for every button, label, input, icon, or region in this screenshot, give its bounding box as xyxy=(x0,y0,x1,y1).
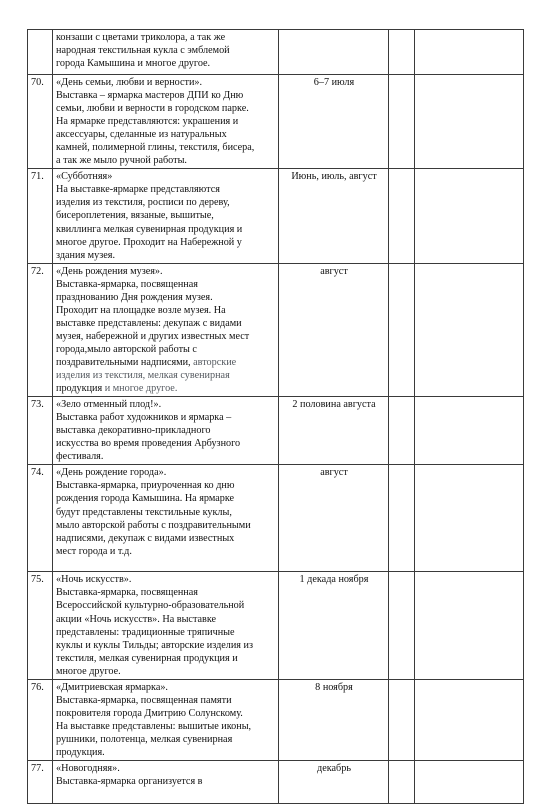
empty-cell xyxy=(389,30,415,75)
event-date xyxy=(279,30,389,75)
description-line: «Ночь искусств». xyxy=(56,574,132,586)
description-line: Проходит на площадке возле музея. На xyxy=(56,304,226,316)
description-line: «Новогодняя». xyxy=(56,763,120,775)
description-line: города,мыло авторской работы с xyxy=(56,343,197,355)
event-date: 1 декада ноября xyxy=(279,572,389,679)
description-line: музея, набережной и других известных мест xyxy=(56,330,250,342)
description-line: рождения города Камышина. На ярмарке xyxy=(56,493,235,505)
empty-cell xyxy=(415,572,524,679)
event-date: декабрь xyxy=(279,761,389,804)
description-line: города Камышина и многое другое. xyxy=(56,58,211,70)
event-description xyxy=(53,679,279,760)
description-line: представлены: традиционные тряпичные xyxy=(56,626,235,638)
row-number: 76. xyxy=(28,679,53,760)
empty-cell xyxy=(389,465,415,572)
description-line: многое другое. Проходит на Набережной у xyxy=(56,236,242,248)
description-line: «Дмитриевская ярмарка». xyxy=(56,681,168,693)
row-number: 77. xyxy=(28,761,53,804)
description-line: продукция. xyxy=(56,746,105,758)
empty-cell xyxy=(415,169,524,263)
event-description xyxy=(53,572,279,679)
description-line: Выставка-ярмарка, посвященная памяти xyxy=(56,694,232,706)
description-line: текстиля, мелкая сувенирная продукция и xyxy=(56,652,238,664)
table-row xyxy=(28,30,524,75)
empty-cell xyxy=(415,465,524,572)
empty-cell xyxy=(389,761,415,804)
row-number: 70. xyxy=(28,75,53,169)
event-date: август xyxy=(279,263,389,396)
table-row xyxy=(28,679,524,760)
empty-cell xyxy=(389,679,415,760)
table-row xyxy=(28,75,524,169)
description-line: мест города и т.д. xyxy=(56,545,132,557)
row-number: 72. xyxy=(28,263,53,396)
empty-cell xyxy=(389,75,415,169)
description-line: Всероссийской культурно-образовательной xyxy=(56,600,245,612)
row-number: 71. xyxy=(28,169,53,263)
description-line: изделия из текстиля, мелкая сувенирная xyxy=(56,370,230,382)
empty-cell xyxy=(389,572,415,679)
event-date: 8 ноября xyxy=(279,679,389,760)
description-line: покровителя города Дмитрию Солунскому. xyxy=(56,707,243,719)
empty-cell xyxy=(389,397,415,465)
events-table xyxy=(27,29,524,804)
description-line: «Зело отменный плод!». xyxy=(56,399,162,411)
table-row xyxy=(28,263,524,396)
description-line: празднованию Дня рождения музея. xyxy=(56,291,213,303)
table-row xyxy=(28,761,524,804)
description-line: Выставка-ярмарка, приуроченная ко дню xyxy=(56,480,235,492)
description-line: поздравительными надписями, авторские xyxy=(56,356,237,368)
empty-cell xyxy=(415,30,524,75)
description-line: «День рождение города». xyxy=(56,467,167,479)
description-line: «День рождения музея». xyxy=(56,265,163,277)
description-line: Выставка работ художников и ярмарка – xyxy=(56,412,232,424)
empty-cell xyxy=(389,169,415,263)
description-line: мыло авторской работы с поздравительными xyxy=(56,519,251,531)
description-line: Выставка – ярмарка мастеров ДПИ ко Дню xyxy=(56,90,244,102)
description-line: выставка декоративно-прикладного xyxy=(56,425,211,437)
event-description xyxy=(53,263,279,396)
description-line: конзаши с цветами триколора, а так же xyxy=(56,32,226,43)
description-line: продукция и многое другое. xyxy=(56,383,178,395)
table-row xyxy=(28,397,524,465)
row-number: 73. xyxy=(28,397,53,465)
event-description xyxy=(53,75,279,169)
description-line: На ярмарке представляются: украшения и xyxy=(56,116,239,128)
description-line: «Субботняя» xyxy=(56,171,113,183)
description-line: «День семьи, любви и верности». xyxy=(56,77,203,88)
description-line: На выставке представлены: вышитые иконы, xyxy=(56,720,252,732)
table-row xyxy=(28,465,524,572)
row-number xyxy=(28,30,53,75)
description-line: выставке представлены: декупаж с видами xyxy=(56,317,242,329)
description-line: семьи, любви и верности в городском парке. xyxy=(56,103,249,115)
event-description xyxy=(53,761,279,804)
empty-cell xyxy=(415,75,524,169)
table-row xyxy=(28,572,524,679)
description-line: бисероплетения, вязаные, вышитые, xyxy=(56,210,214,222)
description-line: многое другое. xyxy=(56,665,121,677)
description-line: искусства во время проведения Арбузного xyxy=(56,438,241,450)
description-line: народная текстильная кукла с эмблемой xyxy=(56,45,230,57)
empty-cell xyxy=(389,263,415,396)
description-line: Выставка-ярмарка, посвященная xyxy=(56,278,198,290)
event-date: 2 половина августа xyxy=(279,397,389,465)
description-line: На выставке-ярмарке представляются xyxy=(56,184,220,196)
empty-cell xyxy=(415,263,524,396)
description-line: будут представлены текстильные куклы, xyxy=(56,506,232,518)
event-description xyxy=(53,169,279,263)
description-line: изделия из текстиля, росписи по дереву, xyxy=(56,197,230,209)
description-line: а так же мыло ручной работы. xyxy=(56,155,187,167)
event-description xyxy=(53,30,279,75)
table-row xyxy=(28,169,524,263)
events-table-body xyxy=(28,30,524,804)
description-line: здания музея. xyxy=(56,249,116,261)
description-line: акции «Ночь искусств». На выставке xyxy=(56,613,217,625)
event-description xyxy=(53,465,279,572)
description-line: куклы и куклы Тильды; авторские изделия из xyxy=(56,639,254,651)
description-line: фестиваля. xyxy=(56,451,104,463)
event-description xyxy=(53,397,279,465)
description-line: аксессуары, сделанные из натуральных xyxy=(56,129,227,141)
event-date: 6–7 июля xyxy=(279,75,389,169)
event-date: август xyxy=(279,465,389,572)
description-line: Выставка-ярмарка, посвященная xyxy=(56,587,198,599)
description-line: Выставка-ярмарка организуется в xyxy=(56,776,203,788)
description-line: камней, полимерной глины, текстиля, бисера, xyxy=(56,142,255,154)
empty-cell xyxy=(415,761,524,804)
description-line: надписями, декупаж с видами известных xyxy=(56,532,235,544)
empty-cell xyxy=(415,397,524,465)
description-line: квиллинга мелкая сувенирная продукция и xyxy=(56,223,243,235)
description-line: рушники, полотенца, мелкая сувенирная xyxy=(56,733,233,745)
empty-cell xyxy=(415,679,524,760)
row-number: 75. xyxy=(28,572,53,679)
event-date: Июнь, июль, август xyxy=(279,169,389,263)
row-number: 74. xyxy=(28,465,53,572)
